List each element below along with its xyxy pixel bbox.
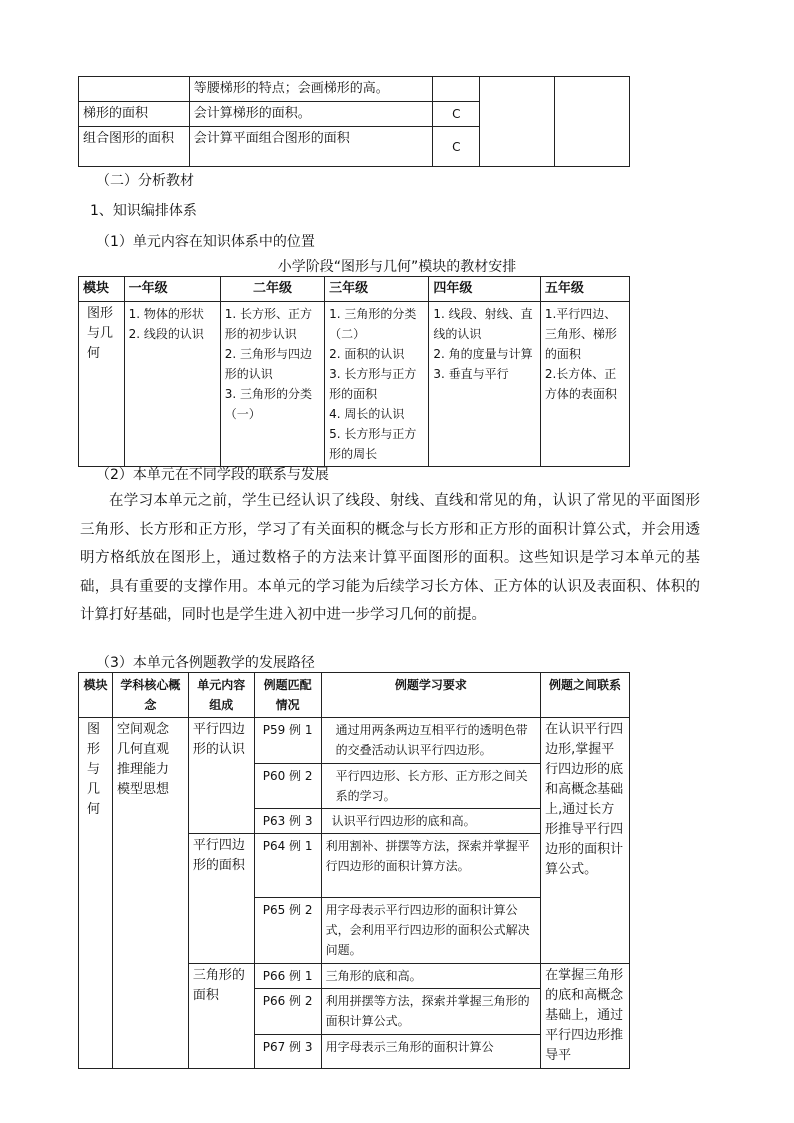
list-item: 推理能力 [116,762,169,777]
table-cell: 梯形的面积 [79,102,190,127]
list-item: 2.长方体、正方体的表面积 [544,367,617,401]
list-item: 2. 面积的认识 [329,347,405,361]
table-cell [555,77,630,167]
table-cell [433,77,480,102]
list-item: 1. 物体的形状 [128,307,204,321]
example-req: 通过用两条两边互相平行的透明色带的交叠活动认识平行四边形。 [321,718,541,764]
section-heading: （3）本单元各例题教学的发展路径 [96,655,315,671]
example-ref: P66 例 1 [254,964,321,989]
table-caption: 小学阶段“图形与几何”模块的教材安排 [277,259,517,275]
table-header: 一年级 [124,277,220,302]
list-item: 几何直观 [116,742,169,757]
table-header: 模块 [79,673,113,718]
table-header: 例题之间联系 [541,673,630,718]
unit-cell: 平行四边形的面积 [188,834,254,964]
table-cell: 会计算梯形的面积。 [189,102,433,127]
table-cell: 会计算平面组合图形的面积 [189,127,433,167]
list-item: 3. 三角形的分类（一） [224,387,313,421]
list-item: 3. 垂直与平行 [433,367,509,381]
link-cell: 在认识平行四边形,掌握平行四边形的底和高概念基础上,通过长方形推导平行四边形的面积计算公式。 [541,718,630,964]
examples-table [78,672,630,1069]
list-item: 1. 三角形的分类（二） [329,307,417,341]
list-item: 3. 长方形与正方形的面积 [329,367,417,401]
example-ref: P64 例 1 [254,834,321,898]
table-header: 例题匹配情况 [254,673,321,718]
table-cell [480,77,555,167]
body-paragraph: 在学习本单元之前，学生已经认识了线段、射线、直线和常见的角，认识了常见的平面图形三角形、长方形和正方形，学习了有关面积的概念与长方形和正方形的面积计算公式，并会用透明方格纸放在图形上，通过数格子的方法来计算平面图形的面积。这些知识是学习本单元的基础，具有重要的支撑作用。本单元的学习能为后续学习长方体、正方体的认识及表面积、体积的计算打好基础，同时也是学生进入初中进一步学习几何的前提。 [80,493,700,623]
table-header: 五年级 [540,277,629,302]
section-heading: （1）单元内容在知识体系中的位置 [96,234,315,250]
module-cell: 图形与几何 [79,302,125,467]
unit-cell: 三角形的面积 [188,964,254,1069]
curriculum-table [78,276,630,467]
example-req: 利用拼摆等方法，探索并掌握三角形的面积计算公式。 [321,989,541,1034]
table-cell: 组合图形的面积 [79,127,190,167]
example-ref: P66 例 2 [254,989,321,1034]
example-req: 用字母表示三角形的面积计算公 [321,1034,541,1068]
table-header: 例题学习要求 [321,673,541,718]
list-item: 1.平行四边、三角形、梯形的面积 [544,307,617,361]
table-header: 学科核心概念 [112,673,188,718]
list-item: 1. 线段、射线、直线的认识 [433,307,533,341]
list-item: 空间观念 [116,722,169,737]
list-item: 2. 线段的认识 [128,327,204,341]
example-req: 三角形的底和高。 [321,964,541,989]
table-header: 四年级 [429,277,540,302]
unit-cell: 平行四边形的认识 [188,718,254,834]
example-req: 认识平行四边形的底和高。 [321,809,541,834]
example-ref: P67 例 3 [254,1034,321,1068]
example-req: 利用割补、拼摆等方法，探索并掌握平行四边形的面积计算方法。 [321,834,541,898]
list-item: 2. 三角形与四边形的认识 [224,347,313,381]
table-header: 三年级 [325,277,429,302]
list-item: 2. 角的度量与计算 [433,347,533,361]
example-req: 平行四边形、长方形、正方形之间关系的学习。 [321,764,541,809]
list-item: 5. 长方形与正方形的周长 [329,427,417,461]
list-item: 模型思想 [116,782,169,797]
table-header: 模块 [79,277,125,302]
example-ref: P63 例 3 [254,809,321,834]
table-header: 单元内容组成 [188,673,254,718]
list-item: 4. 周长的认识 [329,407,405,421]
module-cell: 图形与几何 [79,718,113,1069]
section-heading: （2）本单元在不同学段的联系与发展 [96,467,329,483]
standards-table [78,76,630,167]
section-heading: 1、知识编排体系 [90,203,197,219]
example-ref: P59 例 1 [254,718,321,764]
table-header: 二年级 [220,277,324,302]
section-heading: （二）分析教材 [96,173,194,189]
example-req: 用字母表示平行四边形的面积计算公式，会利用平行四边形的面积公式解决问题。 [321,898,541,964]
table-cell [79,77,190,102]
link-cell: 在掌握三角形的底和高概念基础上，通过平行四边形推导平 [541,964,630,1069]
table-cell: C [433,127,480,167]
list-item: 1. 长方形、正方形的初步认识 [224,307,313,341]
table-cell: C [433,102,480,127]
example-ref: P60 例 2 [254,764,321,809]
example-ref: P65 例 2 [254,898,321,964]
table-cell: 等腰梯形的特点；会画梯形的高。 [189,77,433,102]
